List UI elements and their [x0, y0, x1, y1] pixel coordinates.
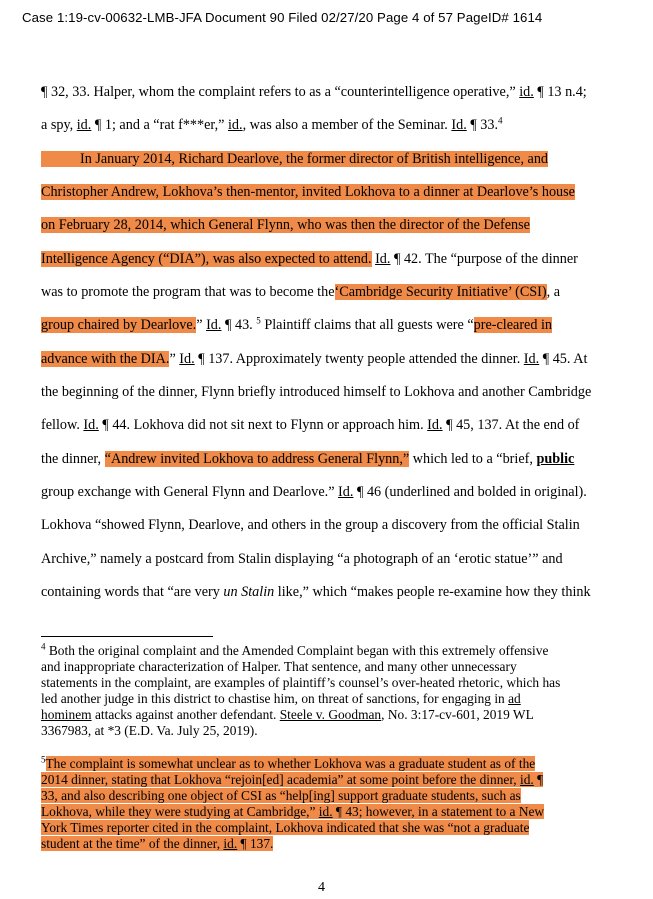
footnote-4-line-4: led another judge in this district to chastise him, on threat of sanctions, for engaging in ad [41, 691, 521, 706]
footnote-4-line-5: hominem attacks against another defendant. Steele v. Goodman, No. 3:17-cv-601, 2019 WL [41, 707, 534, 722]
footnote-5-line-5: York Times reporter cited in the complaint, Lokhova indicated that she was “not a graduate [41, 820, 530, 835]
body-line-8: group chaired by Dearlove.” Id. ¶ 43. $^5$ Plaintiff claims that all guests were “pre-cleared in [41, 315, 553, 333]
footnote-4-line-1: $^4$ Both the original complaint and the Amended Complaint began with this extremely offensive [41, 641, 549, 658]
footnote-5-line-2: 2014 dinner, stating that Lokhova “rejoin[ed] academia” at some point before the dinner, id. ¶ [41, 772, 544, 787]
body-line-16: containing words that “are very un Stalin like,” which “makes people re-examine how they think [41, 584, 591, 600]
body-line-15: Archive,” namely a postcard from Stalin displaying “a photograph of an ‘erotic statue’” and [41, 551, 563, 567]
footnote-5-line-4: Lokhova, while they were studying at Cambridge,” id. ¶ 43; however, in a statement to a New [41, 804, 545, 819]
footnote-5-line-3: 33, and also describing one object of CSI as “help[ing] support graduate students, such as [41, 788, 521, 803]
body-line-5: on February 28, 2014, which General Flynn, who was then the director of the Defense [41, 217, 530, 233]
body-line-3: In January 2014, Richard Dearlove, the former director of British intelligence, and [41, 151, 548, 168]
body-line-10: the beginning of the dinner, Flynn briefly introduced himself to Lokhova and another Cambridge [41, 384, 592, 400]
body-line-6: Intelligence Agency (“DIA”), was also expected to attend. Id. ¶ 42. The “purpose of the dinner [41, 251, 578, 267]
footnote-4-line-3: statements in the complaint, are examples of plaintiff’s counsel’s over-heated rhetoric, which has [41, 675, 561, 690]
footnote-5-line-1: $^5$The complaint is somewhat unclear as to whether Lokhova was a graduate student as of the [41, 754, 536, 771]
case-header: Case 1:19-cv-00632-LMB-JFA Document 90 Filed 02/27/20 Page 4 of 57 PageID# 1614 [22, 10, 543, 25]
footnote-5-line-6: student at the time” of the dinner, id. ¶ 137. [41, 836, 274, 851]
body-line-11: fellow. Id. ¶ 44. Lokhova did not sit next to Flynn or approach him. Id. ¶ 45, 137. At the end of [41, 417, 580, 433]
body-line-7: was to promote the program that was to become the‘Cambridge Security Initiative’ (CSI), a [41, 284, 561, 300]
page-number: 4 [318, 880, 325, 895]
footnote-4-line-6: 3367983, at *3 (E.D. Va. July 25, 2019). [41, 723, 258, 738]
body-line-9: advance with the DIA.” Id. ¶ 137. Approximately twenty people attended the dinner. Id. ¶ 45. At [41, 351, 588, 367]
footnote-separator [41, 636, 213, 637]
body-line-13: group exchange with General Flynn and Dearlove.” Id. ¶ 46 (underlined and bolded in original). [41, 484, 587, 500]
body-line-14: Lokhova “showed Flynn, Dearlove, and others in the group a discovery from the official Stalin [41, 517, 580, 533]
footnote-4-line-2: and inappropriate characterization of Halper. That sentence, and many other unnecessary [41, 659, 517, 674]
body-line-1: ¶ 32, 33. Halper, whom the complaint refers to as a “counterintelligence operative,” id. ¶ 13 n.4; [41, 84, 587, 100]
body-line-12: the dinner, “Andrew invited Lokhova to address General Flynn,” which led to a “brief, public [41, 451, 575, 467]
body-line-2: a spy, id. ¶ 1; and a “rat f***er,” id., was also a member of the Seminar. Id. ¶ 33.$^4$ [41, 115, 503, 133]
body-line-4: Christopher Andrew, Lokhova’s then-mentor, invited Lokhova to a dinner at Dearlove’s house [41, 184, 575, 200]
